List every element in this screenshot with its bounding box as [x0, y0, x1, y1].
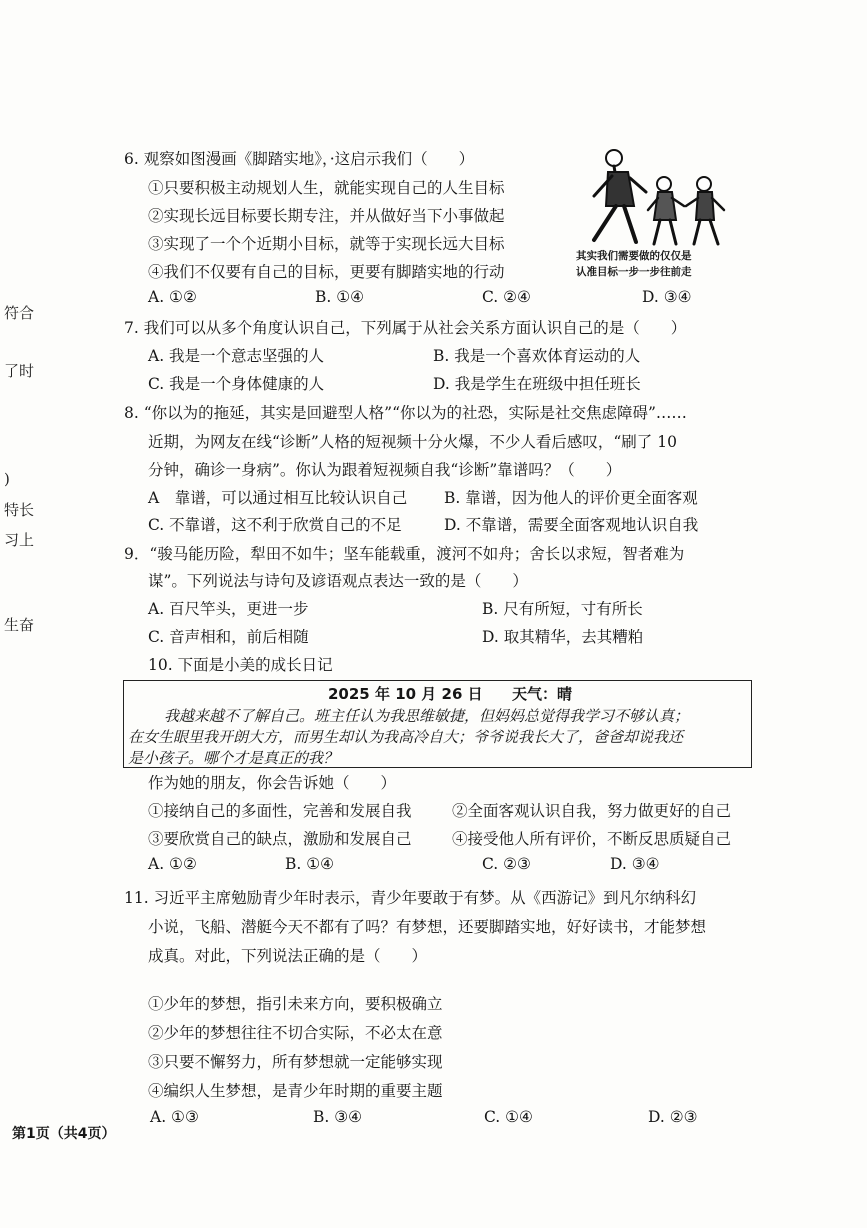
- option-d[interactable]: D. 取其精华，去其糟粕: [482, 628, 644, 646]
- option-b[interactable]: B. 靠谱，因为他人的评价更全面客观: [444, 489, 698, 507]
- question-stem: 6. 观察如图漫画《脚踏实地》，·这启示我们（ ）: [124, 150, 475, 168]
- option-a[interactable]: A. 我是一个意志坚强的人: [148, 347, 325, 365]
- margin-fragment: 了时: [4, 362, 35, 380]
- option-a[interactable]: A. 百尺竿头，更进一步: [148, 600, 309, 618]
- question-stem: 8. “你以为的拖延，其实是回避型人格”“你以为的社恐，实际是社交焦虑障碍”……: [124, 404, 687, 422]
- option-c[interactable]: C. ②④: [482, 288, 531, 306]
- margin-fragment: 习上: [4, 531, 35, 549]
- option-c[interactable]: C. 不靠谱，这不利于欣赏自己的不足: [148, 516, 402, 534]
- question-stem: 9．“骏马能历险，犁田不如牛；坚车能载重，渡河不如舟；舍长以求短，智者难为: [124, 545, 685, 563]
- question-stem: 谋”。下列说法与诗句及谚语观点表达一致的是（ ）: [148, 572, 528, 590]
- statement: ②实现长远目标要长期专注，并从做好当下小事做起: [148, 207, 505, 225]
- question-stem: 10. 下面是小美的成长日记: [148, 656, 333, 674]
- option-c[interactable]: C. 我是一个身体健康的人: [148, 375, 325, 393]
- question-stem: 近期，为网友在线“诊断”人格的短视频十分火爆，不少人看后感叹，“刷了 10: [148, 433, 677, 451]
- comic-caption: 其实我们需要做的仅仅是 认准目标一步一步往前走: [576, 250, 692, 278]
- question-stem: 小说，飞船、潜艇今天不都有了吗？有梦想，还要脚踏实地，好好读书，才能梦想: [148, 918, 707, 936]
- option-b[interactable]: B. ③④: [313, 1108, 363, 1126]
- statement: ③实现了一个个近期小目标，就等于实现长远大目标: [148, 235, 505, 253]
- option-b[interactable]: B. ①④: [285, 855, 335, 873]
- question-stem: 分钟，确诊一身病”。你认为跟着短视频自我“诊断”靠谱吗？（ ）: [148, 461, 622, 479]
- statement: ①只要积极主动规划人生，就能实现自己的人生目标: [148, 179, 505, 197]
- option-b[interactable]: B. 我是一个喜欢体育运动的人: [433, 347, 641, 365]
- option-b[interactable]: B. ①④: [315, 288, 365, 306]
- option-d[interactable]: D. 不靠谱，需要全面客观地认识自我: [444, 516, 699, 534]
- statement: ②全面客观认识自我，努力做更好的自己: [452, 802, 732, 820]
- option-a[interactable]: A 靠谱，可以通过相互比较认识自己: [148, 489, 408, 507]
- option-c[interactable]: C. 音声相和，前后相随: [148, 628, 309, 646]
- diary-line: 是小孩子。哪个才是真正的我？: [128, 749, 339, 767]
- option-c[interactable]: C. ②③: [482, 855, 531, 873]
- margin-fragment: 特长: [4, 501, 35, 519]
- option-c[interactable]: C. ①④: [484, 1108, 533, 1126]
- option-d[interactable]: D. 我是学生在班级中担任班长: [433, 375, 641, 393]
- option-d[interactable]: D. ③④: [642, 288, 692, 306]
- option-a[interactable]: A. ①②: [148, 855, 197, 873]
- statement: ②少年的梦想往往不切合实际，不必太在意: [148, 1024, 443, 1042]
- diary-date: 2025 年 10 月 26 日: [328, 685, 483, 703]
- statement: ①接纳自己的多面性，完善和发展自我: [148, 802, 412, 820]
- statement: ③要欣赏自己的缺点，激励和发展自己: [148, 830, 412, 848]
- diary-weather: 天气：晴: [512, 685, 573, 703]
- diary-line: 在女生眼里我开朗大方，而男生却认为我高冷自大；爷爷说我长大了，爸爸却说我还: [128, 728, 684, 746]
- option-a[interactable]: A. ①③: [150, 1108, 199, 1126]
- option-a[interactable]: A. ①②: [148, 288, 197, 306]
- option-b[interactable]: B. 尺有所短，寸有所长: [482, 600, 643, 618]
- question-stem: 7. 我们可以从多个角度认识自己，下列属于从社会关系方面认识自己的是（ ）: [124, 319, 687, 337]
- statement: ③只要不懈努力，所有梦想就一定能够实现: [148, 1053, 443, 1071]
- diary-line: 我越来越不了解自己。班主任认为我思维敏捷，但妈妈总觉得我学习不够认真；: [164, 707, 690, 725]
- diary-box: [123, 680, 752, 768]
- margin-fragment: ): [4, 470, 10, 488]
- statement: ①少年的梦想，指引未来方向，要积极确立: [148, 995, 443, 1013]
- question-stem: 11. 习近平主席勉励青少年时表示，青少年要敢于有梦。从《西游记》到凡尔纳科幻: [124, 889, 697, 907]
- statement: ④编织人生梦想，是青少年时期的重要主题: [148, 1082, 443, 1100]
- margin-fragment: 生奋: [4, 616, 35, 634]
- question-stem: 成真。对此，下列说法正确的是（ ）: [148, 947, 428, 965]
- margin-fragment: 符合: [4, 304, 35, 322]
- option-d[interactable]: D. ②③: [648, 1108, 698, 1126]
- question-prompt: 作为她的朋友，你会告诉她（ ）: [148, 774, 397, 792]
- statement: ④我们不仅要有自己的目标，更要有脚踏实地的行动: [148, 263, 505, 281]
- option-d[interactable]: D. ③④: [610, 855, 660, 873]
- page-footer: 第1页（共4页）: [12, 1126, 116, 1142]
- statement: ④接受他人所有评价，不断反思质疑自己: [452, 830, 732, 848]
